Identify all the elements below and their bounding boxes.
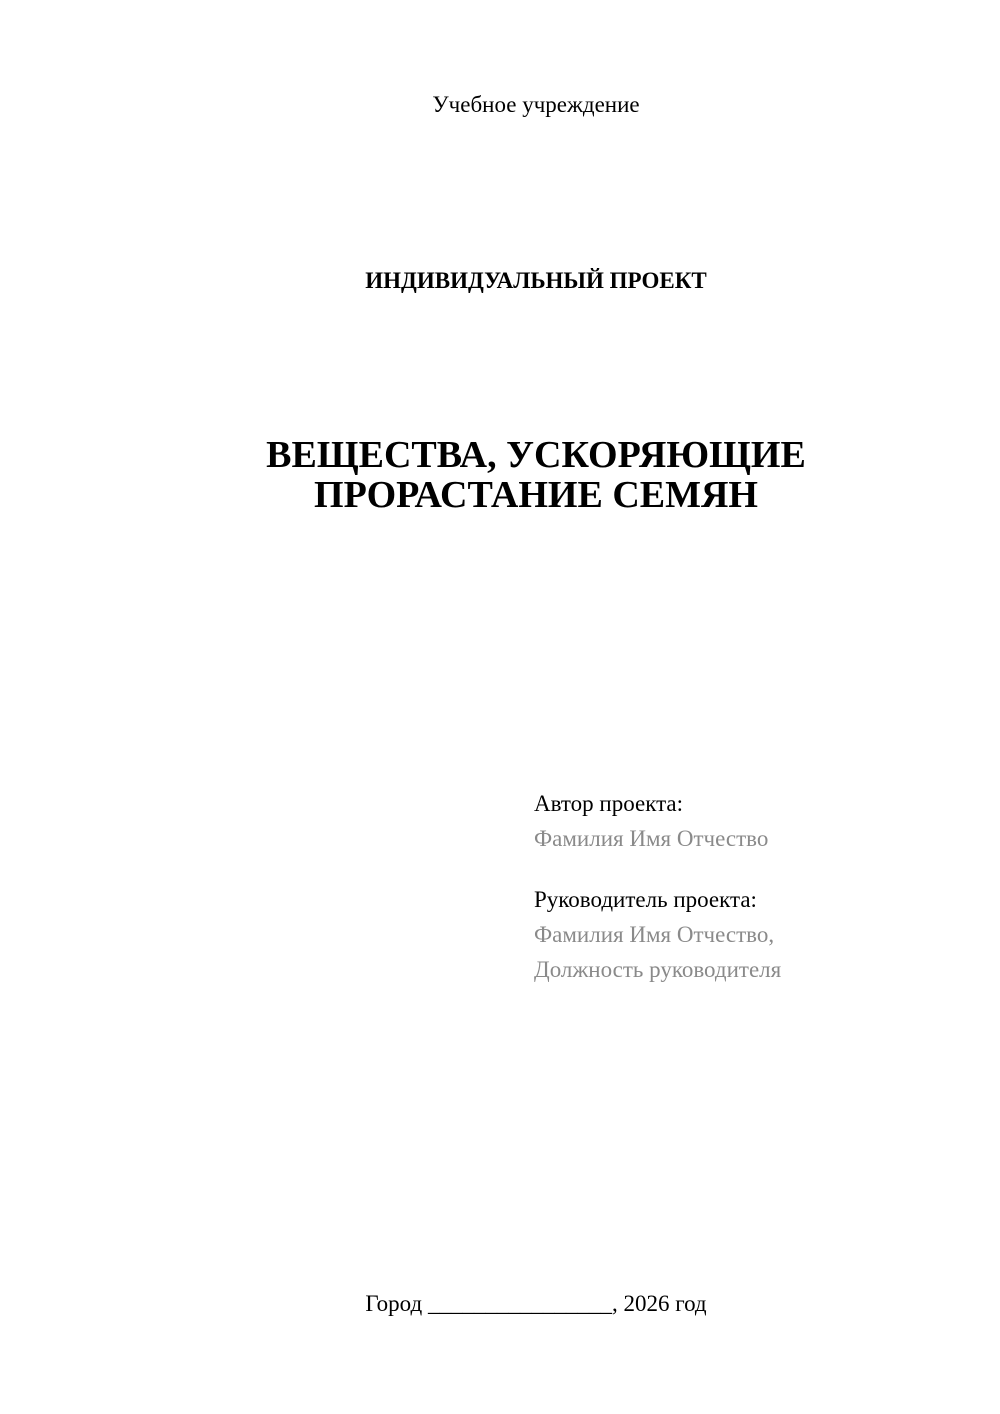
institution-name: Учебное учреждение [432,92,640,117]
supervisor-name: Фамилия Имя Отчество, [534,922,775,947]
author-name: Фамилия Имя Отчество [534,826,769,851]
project-roles [534,786,974,987]
project-title-line-2: ПРОРАСТАНИЕ СЕМЯН [314,474,758,516]
document-type: ИНДИВИДУАЛЬНЫЙ ПРОЕКТ [365,268,707,293]
supervisor-position: Должность руководителя [534,957,782,982]
supervisor-label: Руководитель проекта: [534,887,757,912]
author-label: Автор проекта: [534,791,683,816]
city-year-line: Город ________________, 2026 год [365,1291,707,1316]
project-title-line-1: ВЕЩЕСТВА, УСКОРЯЮЩИЕ [266,434,806,476]
project-title [0,435,1000,515]
roles-spacer [534,856,974,882]
